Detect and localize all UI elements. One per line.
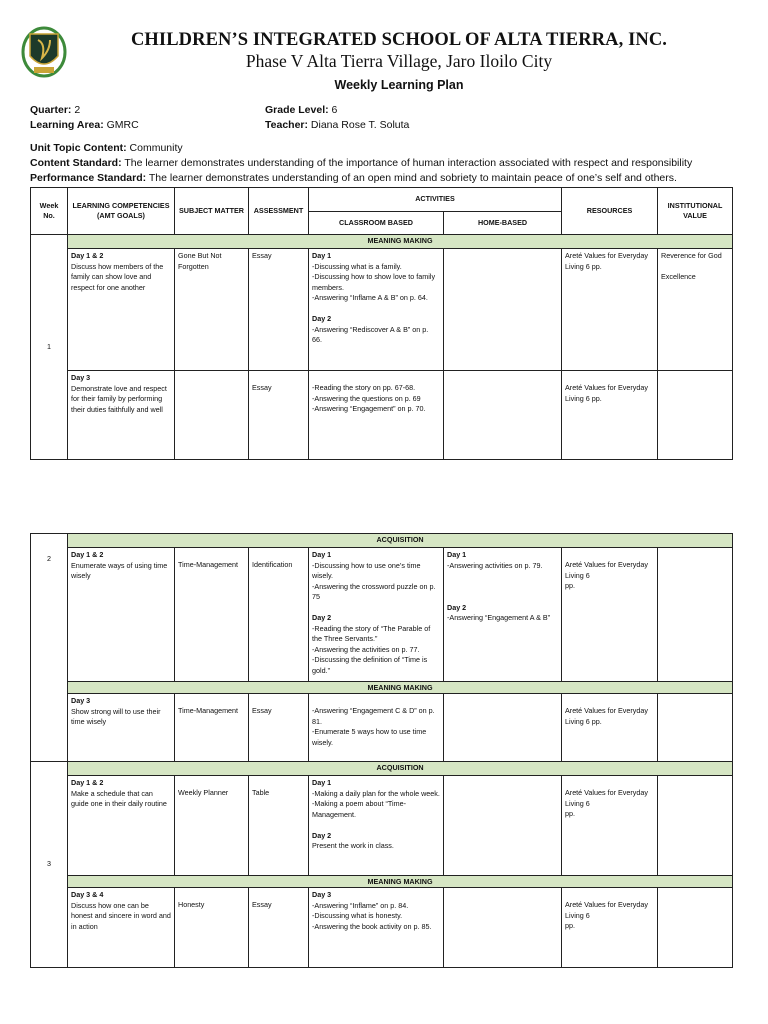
subject-cell: Honesty bbox=[175, 888, 249, 968]
plan-title: Weekly Learning Plan bbox=[334, 78, 464, 92]
week-number: 1 bbox=[31, 235, 68, 460]
competency-cell: Day 3 Show strong will to use their time wisely bbox=[68, 694, 175, 762]
assessment-cell: Essay bbox=[249, 888, 309, 968]
classroom-cell: -Answering “Engagement C & D” on p. 81. -Enumerate 5 ways how to use time wisely. bbox=[309, 694, 444, 762]
resources-cell: Areté Values for Everyday Living 6 pp. bbox=[562, 888, 658, 968]
assessment-cell: Table bbox=[249, 776, 309, 876]
home-cell bbox=[444, 371, 562, 460]
week-number: 3 bbox=[31, 762, 68, 968]
competency-cell: Day 3 & 4 Discuss how one can be honest and sincere in word and in action bbox=[68, 888, 175, 968]
classroom-cell: -Reading the story on pp. 67-68. -Answering the questions on p. 69 -Answering “Engagement” on p. 70. bbox=[309, 371, 444, 460]
resources-cell: Areté Values for Everyday Living 6 pp. bbox=[562, 776, 658, 876]
col-institutional-value: INSTITUTIONAL VALUE bbox=[658, 188, 733, 235]
home-cell: Day 1 -Answering activities on p. 79. Day 2 -Answering “Engagement A & B” bbox=[444, 548, 562, 682]
institutional-value-cell: Reverence for God Excellence bbox=[658, 249, 733, 371]
subject-cell: Gone But Not Forgotten bbox=[175, 249, 249, 371]
resources-cell: Areté Values for Everyday Living 6 pp. bbox=[562, 694, 658, 762]
phase-label: ACQUISITION bbox=[68, 762, 733, 776]
col-resources: RESOURCES bbox=[562, 188, 658, 235]
institutional-value-cell bbox=[658, 776, 733, 876]
subject-cell: Time-Management bbox=[175, 548, 249, 682]
col-assessment: ASSESSMENT bbox=[249, 188, 309, 235]
home-cell bbox=[444, 776, 562, 876]
institutional-value-cell bbox=[658, 694, 733, 762]
week-number: 2 bbox=[31, 534, 68, 762]
home-cell bbox=[444, 888, 562, 968]
competency-cell: Day 3 Demonstrate love and respect for their family by performing their duties faithfully and well bbox=[68, 371, 175, 460]
col-week: Week No. bbox=[31, 188, 68, 235]
learning-area-info: Learning Area: GMRC bbox=[30, 119, 139, 131]
content-standard-info: Content Standard: The learner demonstrates understanding of the importance of human interaction associated with respect and responsibility bbox=[30, 157, 693, 169]
resources-cell: Areté Values for Everyday Living 6 pp. bbox=[562, 371, 658, 460]
resources-cell: Areté Values for Everyday Living 6 pp. bbox=[562, 249, 658, 371]
teacher-info: Teacher: Diana Rose T. Soluta bbox=[265, 119, 410, 131]
col-subject-matter: SUBJECT MATTER bbox=[175, 188, 249, 235]
competency-cell: Day 1 & 2 Enumerate ways of using time wisely bbox=[68, 548, 175, 682]
assessment-cell: Essay bbox=[249, 371, 309, 460]
phase-label: MEANING MAKING bbox=[68, 682, 733, 694]
home-cell bbox=[444, 694, 562, 762]
school-address: Phase V Alta Tierra Village, Jaro Iloilo City bbox=[245, 51, 553, 71]
plan-table-week1 bbox=[30, 187, 733, 460]
subject-cell bbox=[175, 371, 249, 460]
performance-standard-info: Performance Standard: The learner demonstrates understanding of an open mind and sobriety to maintain peace of one’s self and others. bbox=[30, 172, 677, 184]
col-activities: ACTIVITIES bbox=[309, 188, 562, 212]
plan-table-week2-3 bbox=[30, 533, 733, 968]
competency-cell: Day 1 & 2 Discuss how members of the family can show love and respect for one another bbox=[68, 249, 175, 371]
phase-label: MEANING MAKING bbox=[68, 876, 733, 888]
institutional-value-cell bbox=[658, 888, 733, 968]
assessment-cell: Essay bbox=[249, 249, 309, 371]
subject-cell: Weekly Planner bbox=[175, 776, 249, 876]
grade-info: Grade Level: 6 bbox=[265, 104, 338, 116]
assessment-cell: Identification bbox=[249, 548, 309, 682]
institutional-value-cell bbox=[658, 548, 733, 682]
col-classroom-based: CLASSROOM BASED bbox=[309, 212, 444, 235]
resources-cell: Areté Values for Everyday Living 6 pp. bbox=[562, 548, 658, 682]
assessment-cell: Essay bbox=[249, 694, 309, 762]
phase-label: MEANING MAKING bbox=[68, 235, 733, 249]
classroom-cell: Day 1 -Making a daily plan for the whole week. -Making a poem about “Time-Management. Day 2 Present the work in class. bbox=[309, 776, 444, 876]
col-home-based: HOME-BASED bbox=[444, 212, 562, 235]
competency-cell: Day 1 & 2 Make a schedule that can guide one in their daily routine bbox=[68, 776, 175, 876]
unit-topic-info: Unit Topic Content: Community bbox=[30, 142, 183, 154]
classroom-cell: Day 1 -Discussing what is a family. -Discussing how to show love to family members. -Answering “Inflame A & B” on p. 64. Day 2 -Answering “Rediscover A & B” on p. 66. bbox=[309, 249, 444, 371]
school-name: CHILDREN’S INTEGRATED SCHOOL OF ALTA TIERRA, INC. bbox=[130, 30, 668, 50]
phase-label: ACQUISITION bbox=[68, 534, 733, 548]
subject-cell: Time-Management bbox=[175, 694, 249, 762]
institutional-value-cell bbox=[658, 371, 733, 460]
home-cell bbox=[444, 249, 562, 371]
col-competencies: LEARNING COMPETENCIES (AMT GOALS) bbox=[68, 188, 175, 235]
classroom-cell: Day 1 -Discussing how to use one’s time wisely. -Answering the crossword puzzle on p. 75 Day 2 -Reading the story of “The Parable of the Three Servants.” -Answering the activities on p. 77. -Discussing the definition of “Time is gold.” bbox=[309, 548, 444, 682]
quarter-info: Quarter: 2 bbox=[30, 104, 81, 116]
classroom-cell: Day 3 -Answering “Inflame” on p. 84. -Discussing what is honesty. -Answering the book activity on p. 85. bbox=[309, 888, 444, 968]
